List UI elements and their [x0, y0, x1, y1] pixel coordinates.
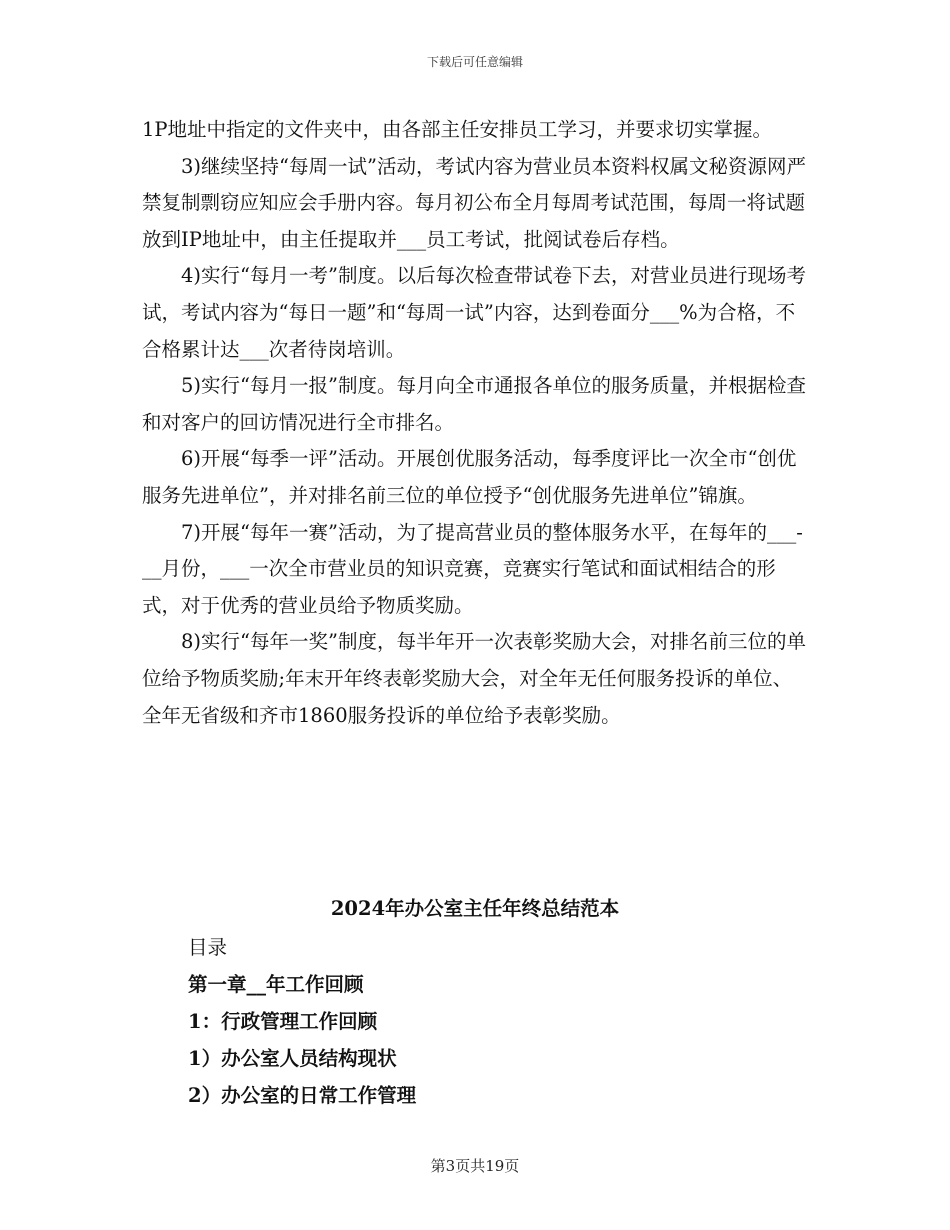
- paragraph-item-7: 7)开展“每年一赛”活动，为了提高营业员的整体服务水平，在每年的___-__月份，___一次全市营业员的知识竞赛，竞赛实行笔试和面试相结合的形式，对于优秀的营业员给予物质奖励。: [142, 520, 803, 617]
- paragraph-item-4: 4)实行“每月一考”制度。以后每次检查带试卷下去，对营业员进行现场考试，考试内容为“每日一题”和“每周一试”内容，达到卷面分___%为合格，不合格累计达___次者待岗培训。: [142, 264, 806, 361]
- page-number: 第3页共19页: [430, 1157, 520, 1175]
- toc-item-chapter-1: 第一章__年工作回顾: [188, 973, 364, 996]
- toc-label: 目录: [188, 936, 228, 959]
- document-body: [142, 112, 807, 734]
- toc-item-admin-review: 1：行政管理工作回顾: [188, 1010, 378, 1033]
- document-title: 2024年办公室主任年终总结范本: [330, 897, 620, 920]
- paragraph-item-6: 6)开展“每季一评”活动。开展创优服务活动，每季度评比一次全市“创优服务先进单位”，并对排名前三位的单位授予“创优服务先进单位”锦旗。: [142, 447, 797, 507]
- paragraph-item-5: 5)实行“每月一报”制度。每月向全市通报各单位的服务质量，并根据检查和对客户的回访情况进行全市排名。: [142, 374, 806, 434]
- page-header-note: 下载后可任意编辑: [426, 55, 523, 69]
- paragraph-continuation: 1P地址中指定的文件夹中，由各部主任安排员工学习，并要求切实掌握。: [142, 118, 773, 141]
- toc-item-daily-management: 2）办公室的日常工作管理: [188, 1084, 417, 1107]
- table-of-contents: [188, 929, 416, 1114]
- paragraph-item-3: 3)继续坚持“每周一试”活动，考试内容为营业员本资料权属文秘资源网严禁复制剽窃应知应会手册内容。每月初公布全月每周考试范围，每周一将试题放到IP地址中，由主任提取并___员工考试，批阅试卷后存档。: [142, 154, 806, 251]
- toc-item-staff-structure: 1）办公室人员结构现状: [188, 1047, 397, 1070]
- paragraph-item-8: 8)实行“每年一奖”制度，每半年开一次表彰奖励大会，对排名前三位的单位给予物质奖励;年末开年终表彰奖励大会，对全年无任何服务投诉的单位、全年无省级和齐市1860服务投诉的单位给予表彰奖励。: [142, 630, 806, 727]
